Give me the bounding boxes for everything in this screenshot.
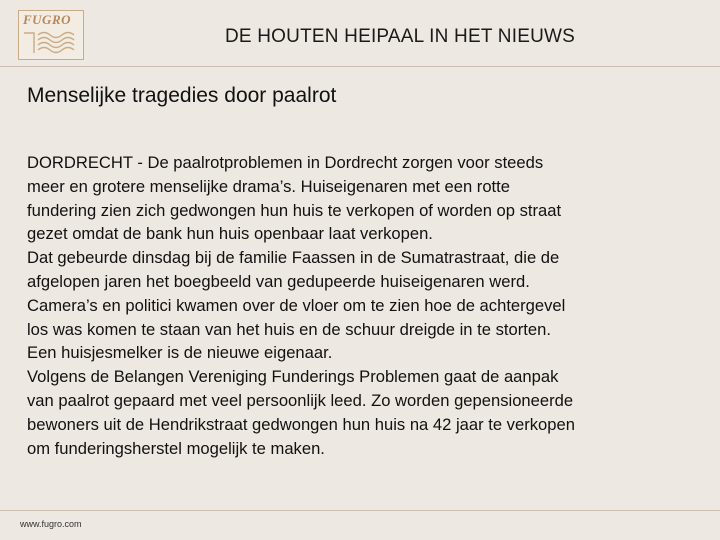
logo-text: FUGRO: [23, 12, 72, 27]
article-line: Volgens de Belangen Vereniging Funderings Problemen gaat de aanpak: [27, 367, 559, 387]
article-line: Camera’s en politici kwamen over de vloer om te zien hoe de achtergevel: [27, 295, 566, 315]
article-line: los was komen te staan van het huis en de schuur dreigde in te storten.: [27, 319, 551, 339]
article-line: meer en grotere menselijke drama’s. Huiseigenaren met een rotte: [27, 176, 511, 196]
header-divider: [0, 66, 720, 67]
article-line: bewoners uit de Hendrikstraat gedwongen hun huis na 42 jaar te verkopen: [27, 414, 575, 434]
article-line: Dat gebeurde dinsdag bij de familie Faassen in de Sumatrastraat, die de: [27, 248, 560, 268]
article-line: van paalrot gepaard met veel persoonlijk leed. Zo worden gepensioneerde: [27, 390, 574, 410]
fugro-logo: [18, 10, 84, 60]
article-line: afgelopen jaren het boegbeeld van gedupeerde huiseigenaren werd.: [27, 271, 530, 291]
logo-wave-icon: [22, 27, 80, 57]
slide-title: DE HOUTEN HEIPAAL IN HET NIEUWS: [224, 26, 575, 47]
footer-url[interactable]: www.fugro.com: [20, 519, 82, 529]
article-line: Een huisjesmelker is de nieuwe eigenaar.: [27, 343, 333, 363]
article-line: om funderingsherstel mogelijk te maken.: [27, 438, 325, 458]
article-line: gezet omdat de bank hun huis openbaar laat verkopen.: [27, 224, 433, 244]
article-heading: Menselijke tragedies door paalrot: [27, 84, 337, 107]
article-line: DORDRECHT - De paalrotproblemen in Dordrecht zorgen voor steeds: [27, 153, 544, 172]
footer-divider: [0, 510, 720, 511]
article-body: [27, 151, 707, 460]
article-line: fundering zien zich gedwongen hun huis te verkopen of worden op straat: [27, 200, 562, 220]
